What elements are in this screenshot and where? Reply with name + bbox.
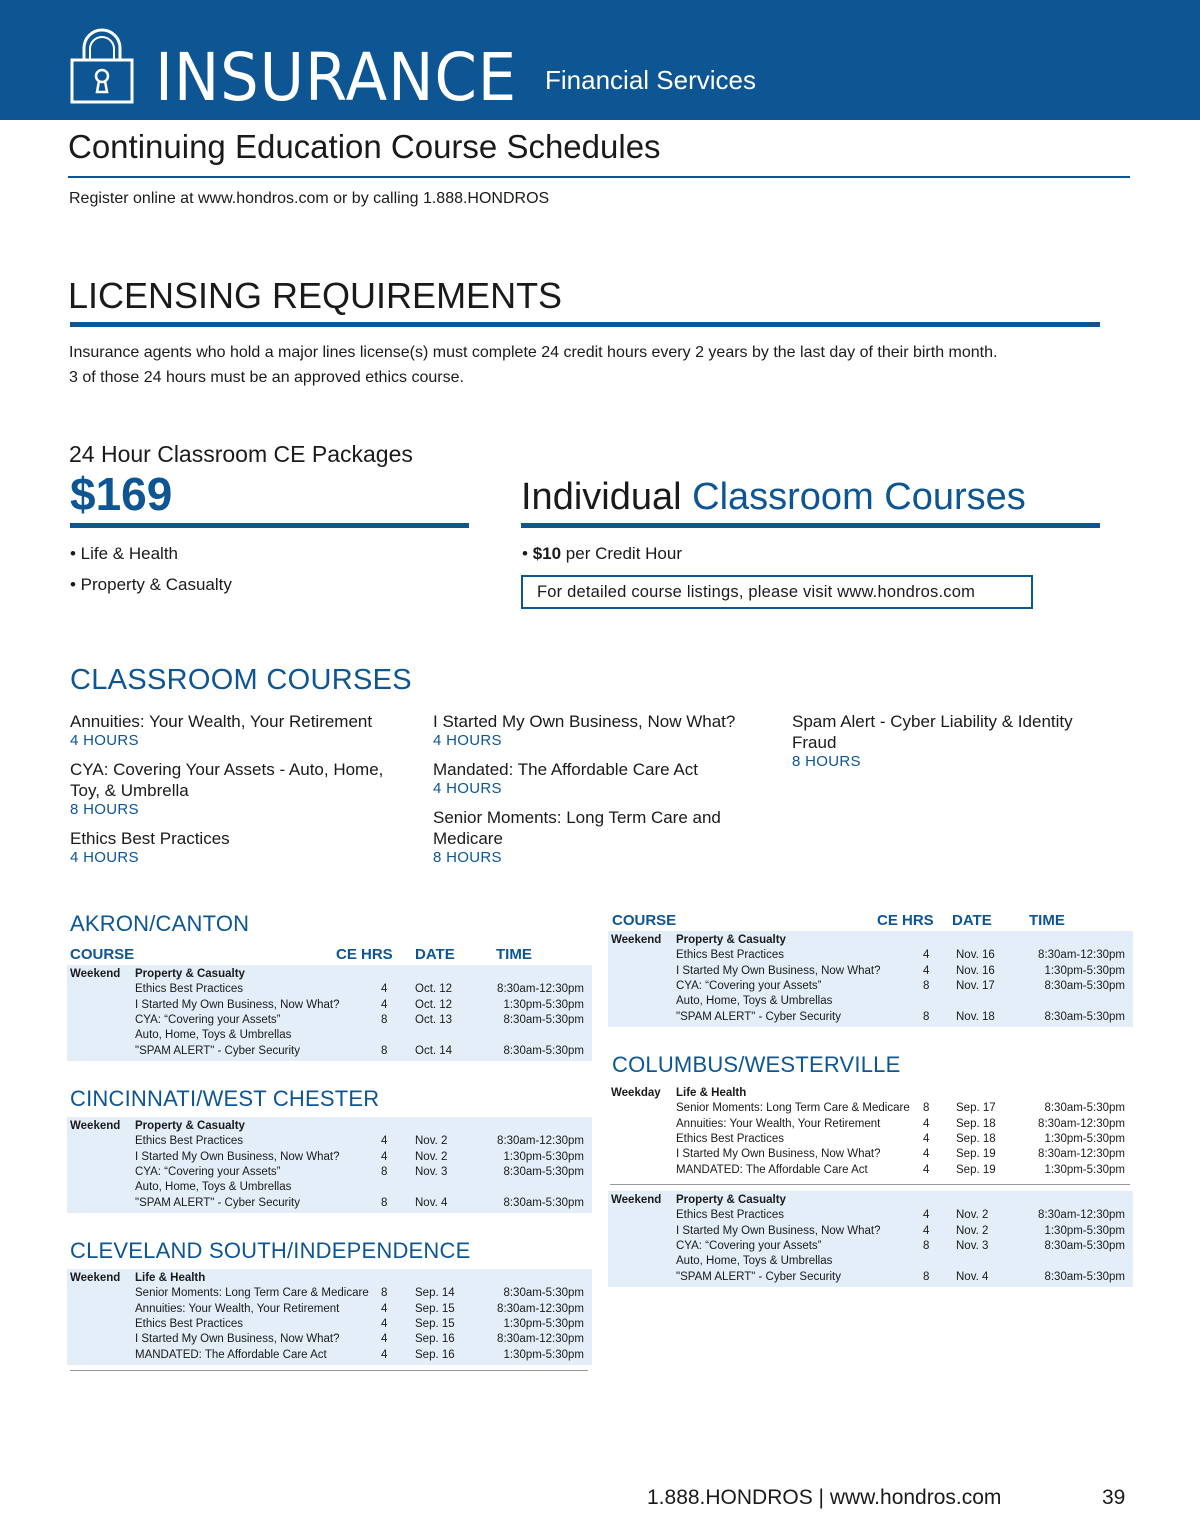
course-date: Nov. 2 [415,1135,448,1148]
course-time: 8:30am-5:30pm [503,1165,584,1178]
course-date: Oct. 13 [415,1013,453,1026]
course-date: Oct. 12 [415,998,453,1011]
course-name: CYA: “Covering your Assets” [135,1013,281,1026]
schedule-group-label: Weekend [70,1120,121,1132]
table-row [608,1147,1133,1162]
schedule-category: Property & Casualty [676,934,786,946]
course-time: 8:30am-12:30pm [497,983,584,996]
schedule-columbus-weekend [608,1191,1133,1287]
header-time: TIME [496,946,532,963]
course-time: 8:30am-5:30pm [1044,1102,1125,1115]
course-date: Sep. 19 [956,1163,996,1176]
course-name: Ethics Best Practices [135,1135,244,1148]
course-date: Sep. 15 [415,1317,455,1330]
course-hours: 4 HOURS [433,732,502,749]
schedule-category: Life & Health [676,1087,747,1099]
course-time: 8:30am-5:30pm [1044,979,1125,992]
course-time: 8:30am-5:30pm [1044,1270,1125,1283]
table-row [67,1013,592,1028]
course-time: 8:30am-5:30pm [503,1013,584,1026]
ce-hours: 4 [381,1302,388,1315]
schedule-cleveland-continued [608,931,1133,1027]
title-divider [68,176,1130,178]
header-date: DATE [952,912,992,929]
course-name: MANDATED: The Affordable Care Act [676,1163,868,1176]
table-row [608,1239,1133,1254]
course-date: Nov. 18 [956,1010,995,1023]
ce-hours: 8 [381,1013,388,1026]
course-name: Ethics Best Practices [676,949,785,962]
course-item [792,711,1112,771]
credit-price-unit: per Credit Hour [561,544,682,563]
course-time: 8:30am-5:30pm [1044,1239,1125,1252]
table-row [67,967,592,982]
schedule-group-label: Weekday [611,1087,661,1099]
course-date: Sep. 16 [415,1333,455,1346]
licensing-divider [70,322,1100,327]
table-row [67,1165,592,1180]
columbus-divider [610,1184,1130,1185]
course-date: Nov. 2 [415,1150,448,1163]
location-title-cleveland: CLEVELAND SOUTH/INDEPENDENCE [70,1238,471,1263]
course-name: Auto, Home, Toys & Umbrellas [135,1181,292,1194]
course-item [70,828,410,867]
course-name: CYA: “Covering your Assets” [135,1165,281,1178]
course-name: Ethics Best Practices [676,1209,785,1222]
course-time: 1:30pm-5:30pm [1044,1224,1125,1237]
course-name: CYA: “Covering your Assets” [676,1239,822,1252]
ce-hours: 4 [381,1135,388,1148]
classroom-courses-title: CLASSROOM COURSES [70,664,412,696]
schedule-group-label: Weekend [611,934,662,946]
table-row [608,1224,1133,1239]
header-banner [0,0,1200,120]
schedule-category: Property & Casualty [135,1120,245,1132]
table-row [67,1317,592,1332]
ce-hours: 4 [923,1163,930,1176]
footer-contact: 1.888.HONDROS | www.hondros.com [647,1486,1002,1509]
course-time: 1:30pm-5:30pm [503,1348,584,1361]
course-time: 1:30pm-5:30pm [1044,1132,1125,1145]
schedule-category: Property & Casualty [676,1194,786,1206]
table-row [608,948,1133,963]
table-row [608,1086,1133,1101]
course-name: I Started My Own Business, Now What? [676,1224,881,1237]
course-time: 8:30am-5:30pm [503,1287,584,1300]
course-name: Auto, Home, Toys & Umbrellas [135,1029,292,1042]
course-date: Nov. 17 [956,979,995,992]
course-name: "SPAM ALERT" - Cyber Security [676,1010,841,1023]
course-name: Annuities: Your Wealth, Your Retirement [135,1302,340,1315]
course-name: I Started My Own Business, Now What? [676,1148,881,1161]
ce-hours: 8 [923,979,930,992]
table-row [67,998,592,1013]
course-date: Nov. 16 [956,949,995,962]
course-name: "SPAM ALERT" - Cyber Security [135,1044,300,1057]
course-time: 1:30pm-5:30pm [503,1317,584,1330]
course-name: I Started My Own Business, Now What? [135,1333,340,1346]
course-name: "SPAM ALERT" - Cyber Security [676,1270,841,1283]
table-row [608,964,1133,979]
course-date: Nov. 3 [415,1165,448,1178]
course-hours: 8 HOURS [70,801,139,818]
table-row [608,1254,1133,1269]
licensing-line-1: Insurance agents who hold a major lines license(s) must complete 24 credit hours every 2 years by the last day of their birth month. [69,344,998,361]
course-name: Ethics Best Practices [676,1132,785,1145]
course-time: 1:30pm-5:30pm [503,998,584,1011]
course-name: Annuities: Your Wealth, Your Retirement [70,712,373,731]
register-text: Register online at www.hondros.com or by calling 1.888.HONDROS [69,190,550,207]
course-time: 8:30am-12:30pm [497,1333,584,1346]
course-name: I Started My Own Business, Now What? [135,998,340,1011]
location-title-cincinnati: CINCINNATI/WEST CHESTER [70,1086,380,1111]
ce-hours: 8 [923,1239,930,1252]
ce-hours: 8 [923,1270,930,1283]
course-date: Sep. 18 [956,1132,996,1145]
course-hours: 4 HOURS [70,732,139,749]
course-time: 8:30am-5:30pm [1044,1010,1125,1023]
table-row [608,1132,1133,1147]
course-name: Annuities: Your Wealth, Your Retirement [676,1117,881,1130]
location-title-columbus: COLUMBUS/WESTERVILLE [612,1052,901,1077]
course-item [433,807,733,867]
course-date: Sep. 14 [415,1287,455,1300]
course-date: Nov. 2 [956,1224,989,1237]
header-course: COURSE [612,912,677,929]
credit-price: $10 [532,544,562,563]
schedule-columbus-weekday [608,1084,1133,1180]
table-row [67,1028,592,1043]
table-row [608,1270,1133,1285]
course-name: Senior Moments: Long Term Care & Medicare [135,1287,369,1300]
table-row [67,1180,592,1195]
ce-hours: 8 [381,1287,388,1300]
table-row [608,933,1133,948]
course-name: I Started My Own Business, Now What? [135,1150,340,1163]
table-row [67,1196,592,1211]
course-name: Auto, Home, Toys & Umbrellas [676,995,833,1008]
header-course: COURSE [70,946,135,963]
ce-hours: 4 [381,1317,388,1330]
course-name: CYA: “Covering your Assets” [676,979,822,992]
table-row [608,979,1133,994]
course-time: 8:30am-5:30pm [503,1196,584,1209]
package-price: $169 [70,468,173,520]
credit-hour-price [522,543,682,565]
ce-hours: 4 [923,964,930,977]
table-row [67,1286,592,1301]
schedule-akron [67,965,592,1061]
schedule-cleveland [67,1269,592,1365]
course-date: Nov. 16 [956,964,995,977]
table-row [608,1117,1133,1132]
course-time: 8:30am-12:30pm [1038,1117,1125,1130]
course-date: Sep. 15 [415,1302,455,1315]
course-time: 8:30am-5:30pm [503,1044,584,1057]
course-name: CYA: Covering Your Assets - Auto, Home, Toy, & Umbrella [70,760,384,800]
table-row [608,1010,1133,1025]
course-name: Senior Moments: Long Term Care and Medicare [433,808,721,848]
ce-hours: 8 [381,1196,388,1209]
course-time: 8:30am-12:30pm [1038,1209,1125,1222]
course-name: Ethics Best Practices [135,983,244,996]
licensing-line-2: 3 of those 24 hours must be an approved ethics course. [69,369,464,386]
course-name: MANDATED: The Affordable Care Act [135,1348,327,1361]
packages-title: 24 Hour Classroom CE Packages [69,441,413,467]
schedule-group-label: Weekend [70,968,121,980]
packages-divider [70,523,469,528]
package-item-life-health: • Life & Health [70,544,179,563]
course-hours: 8 HOURS [433,849,502,866]
course-date: Sep. 18 [956,1117,996,1130]
header-date: DATE [415,946,455,963]
course-item [433,711,763,750]
individual-title-accent: Classroom Courses [692,476,1026,518]
course-date: Sep. 19 [956,1148,996,1161]
header-ce-hrs: CE HRS [877,912,934,929]
ce-hours: 4 [381,1348,388,1361]
course-name: I Started My Own Business, Now What? [433,712,736,731]
ce-hours: 4 [381,1150,388,1163]
course-date: Nov. 3 [956,1239,989,1252]
table-row [608,1101,1133,1116]
course-time: 1:30pm-5:30pm [1044,964,1125,977]
package-item-property-casualty: • Property & Casualty [70,575,232,594]
cleveland-divider [70,1370,588,1371]
table-row [67,1134,592,1149]
bullet-prefix: • [522,544,533,563]
course-time: 1:30pm-5:30pm [503,1150,584,1163]
licensing-text [69,340,1129,390]
course-name: Auto, Home, Toys & Umbrellas [676,1255,833,1268]
individual-divider [521,523,1100,528]
course-item [70,759,410,819]
table-row [608,1163,1133,1178]
individual-title [521,474,1026,520]
ce-hours: 4 [923,1132,930,1145]
ce-hours: 8 [923,1102,930,1115]
course-name: Senior Moments: Long Term Care & Medicare [676,1102,910,1115]
header-time: TIME [1029,912,1065,929]
course-date: Nov. 2 [956,1209,989,1222]
table-row [608,994,1133,1009]
individual-title-plain: Individual [521,476,693,518]
table-row [67,1332,592,1347]
course-hours: 4 HOURS [70,849,139,866]
course-time: 8:30am-12:30pm [1038,1148,1125,1161]
course-date: Nov. 4 [415,1196,448,1209]
schedule-group-label: Weekend [611,1194,662,1206]
course-time: 8:30am-12:30pm [1038,949,1125,962]
course-item [70,711,410,750]
ce-hours: 4 [923,1117,930,1130]
schedule-category: Property & Casualty [135,968,245,980]
lock-icon [70,28,134,104]
course-hours: 8 HOURS [792,753,861,770]
ce-hours: 8 [381,1165,388,1178]
ce-hours: 4 [923,1209,930,1222]
ce-hours: 8 [381,1044,388,1057]
ce-hours: 4 [381,1333,388,1346]
course-name: Ethics Best Practices [70,829,230,848]
table-row [67,1271,592,1286]
course-date: Oct. 12 [415,983,453,996]
ce-hours: 4 [381,998,388,1011]
ce-hours: 8 [923,1010,930,1023]
table-row [608,1193,1133,1208]
course-date: Sep. 16 [415,1348,455,1361]
course-date: Oct. 14 [415,1044,453,1057]
course-time: 1:30pm-5:30pm [1044,1163,1125,1176]
brand-subtitle: Financial Services [545,65,756,95]
schedule-cincinnati [67,1117,592,1213]
location-title-akron: AKRON/CANTON [70,911,250,936]
page-title: Continuing Education Course Schedules [68,128,661,165]
table-row [67,1119,592,1134]
header-ce-hrs: CE HRS [336,946,393,963]
brand-title: INSURANCE [155,39,518,116]
course-item [433,759,763,798]
licensing-title: LICENSING REQUIREMENTS [68,275,563,316]
course-time: 8:30am-12:30pm [497,1135,584,1148]
course-hours: 4 HOURS [433,780,502,797]
course-name: Ethics Best Practices [135,1317,244,1330]
course-listing-notice: For detailed course listings, please visit www.hondros.com [521,575,1033,609]
table-row [67,1348,592,1363]
table-row [67,1150,592,1165]
course-time: 8:30am-12:30pm [497,1302,584,1315]
schedule-category: Life & Health [135,1272,206,1284]
ce-hours: 4 [923,1148,930,1161]
course-date: Nov. 4 [956,1270,989,1283]
table-row [67,982,592,997]
ce-hours: 4 [923,949,930,962]
page-number: 39 [1102,1486,1126,1509]
ce-hours: 4 [381,983,388,996]
course-name: Mandated: The Affordable Care Act [433,760,698,779]
table-row [608,1208,1133,1223]
course-name: I Started My Own Business, Now What? [676,964,881,977]
course-name: "SPAM ALERT" - Cyber Security [135,1196,300,1209]
table-row [67,1044,592,1059]
schedule-group-label: Weekend [70,1272,121,1284]
course-date: Sep. 17 [956,1102,996,1115]
table-row [67,1302,592,1317]
ce-hours: 4 [923,1224,930,1237]
course-name: Spam Alert - Cyber Liability & Identity Fraud [792,712,1073,752]
